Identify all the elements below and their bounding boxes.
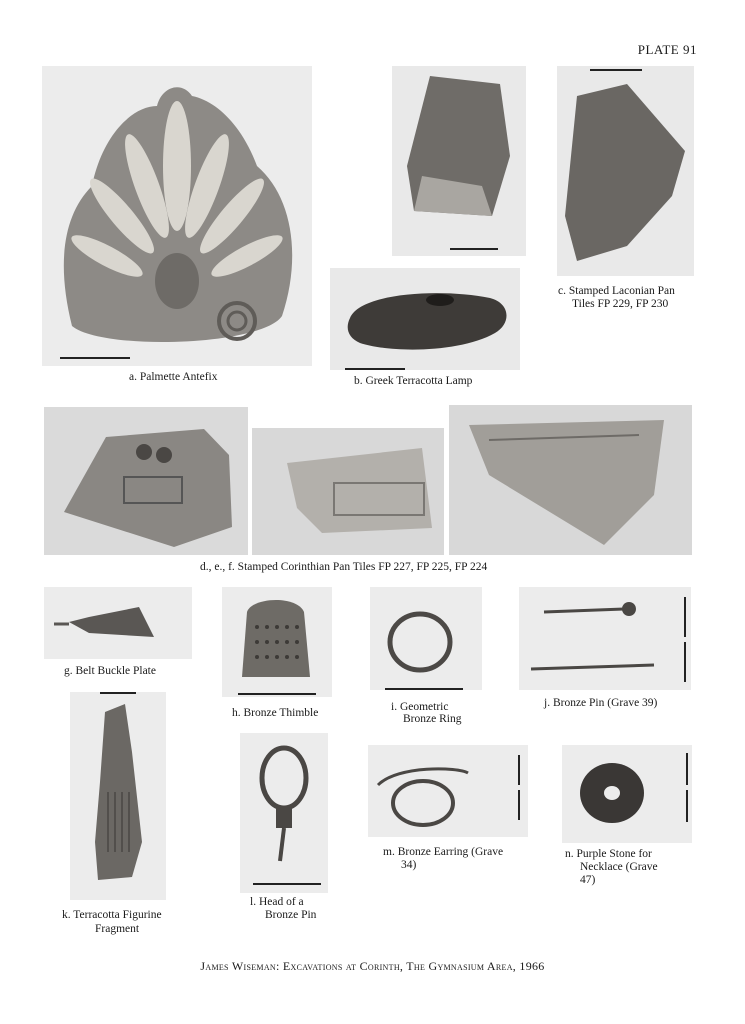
caption-i-line2: Bronze Ring xyxy=(403,713,462,725)
photo-purple-stone xyxy=(562,745,692,843)
photo-terracotta-sherd xyxy=(392,66,526,256)
caption-h: h. Bronze Thimble xyxy=(232,707,319,719)
plate-number: PLATE 91 xyxy=(637,42,697,57)
scale-bar xyxy=(385,688,463,690)
scale-bar xyxy=(238,693,316,695)
scale-bar xyxy=(253,883,321,885)
photo-corinthian-tile-f xyxy=(449,405,692,555)
caption-m-line1: m. Bronze Earring (Grave xyxy=(383,846,504,858)
scale-bar xyxy=(100,692,136,694)
photo-bronze-earring xyxy=(368,745,528,837)
caption-n-line1: n. Purple Stone for xyxy=(565,848,652,860)
caption-c-line2: Tiles FP 229, FP 230 xyxy=(572,298,669,310)
photo-bronze-pin xyxy=(519,587,691,690)
caption-j: j. Bronze Pin (Grave 39) xyxy=(544,697,658,709)
caption-a: a. Palmette Antefix xyxy=(129,371,218,383)
caption-k-line1: k. Terracotta Figurine xyxy=(62,909,162,921)
photo-bronze-ring xyxy=(370,587,482,690)
photo-bronze-thimble xyxy=(222,587,332,697)
caption-c-line1: c. Stamped Laconian Pan xyxy=(558,285,675,297)
caption-i-line1: i. Geometric xyxy=(391,701,449,713)
photo-palmette-antefix xyxy=(42,66,312,366)
photo-laconian-pan-tile xyxy=(557,66,694,276)
caption-def: d., e., f. Stamped Corinthian Pan Tiles FP 227, FP 225, FP 224 xyxy=(200,561,488,573)
caption-l-line1: l. Head of a xyxy=(250,896,304,908)
photo-corinthian-tile-e xyxy=(252,428,444,555)
scale-bar xyxy=(450,248,498,250)
photo-belt-buckle-plate xyxy=(44,587,192,659)
scale-bar xyxy=(590,69,642,71)
caption-b: b. Greek Terracotta Lamp xyxy=(354,375,473,387)
page-footer: James Wiseman: Excavations at Corinth, The Gymnasium Area, 1966 xyxy=(200,959,545,973)
caption-k-line2: Fragment xyxy=(95,923,140,935)
caption-l-line2: Bronze Pin xyxy=(265,909,317,921)
photo-terracotta-figurine xyxy=(70,692,166,900)
photo-bronze-pin-head xyxy=(240,733,328,893)
caption-n-line3: 47) xyxy=(580,874,596,886)
scale-bar xyxy=(60,357,130,359)
caption-g: g. Belt Buckle Plate xyxy=(64,665,156,677)
caption-m-line2: 34) xyxy=(401,859,417,871)
caption-n-line2: Necklace (Grave xyxy=(580,861,658,873)
scale-bar xyxy=(345,368,405,370)
photo-greek-lamp xyxy=(330,268,520,370)
photo-corinthian-tile-d xyxy=(44,407,248,555)
